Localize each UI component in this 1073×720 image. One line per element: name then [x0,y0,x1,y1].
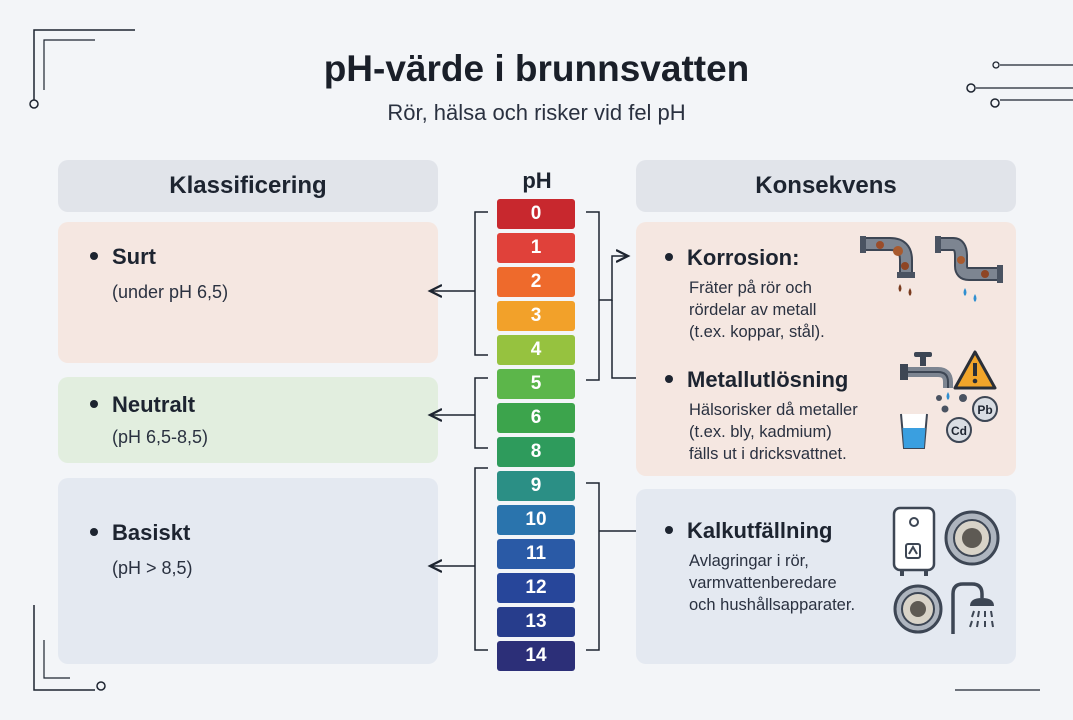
ph-cell: 6 [497,403,575,433]
water-glass-icon [898,410,930,450]
desc-line: varmvattenberedare [689,574,837,592]
class-name: Neutralt [112,392,196,417]
desc-line: och hushållsapparater. [689,596,856,614]
ph-scale-label: pH [522,168,552,193]
consequence-header: Konsekvens [636,160,1016,212]
shower-icon [948,580,998,636]
ph-cell: 11 [497,539,575,569]
water-heater-icon [892,506,936,578]
metal-ions-icon [930,392,1002,446]
class-range-basic: (pH > 8,5) [112,558,193,578]
class-name: Basiskt [112,520,191,545]
class-title-basic [90,520,190,546]
warning-icon [952,349,998,391]
desc-line: (t.ex. bly, kadmium) [689,423,832,441]
leaking-pipe-icon [935,236,1005,308]
ph-cell: 2 [497,267,575,297]
ph-cell: 8 [497,437,575,467]
corroded-pipe-icon [860,236,930,306]
classification-header: Klassificering [58,160,438,212]
ph-cell: 13 [497,607,575,637]
ph-scale [497,199,577,665]
ph-cell: 4 [497,335,575,365]
desc-line: Hälsorisker då metaller [689,401,858,419]
consequence-title-corrosion [665,245,799,271]
consequence-title: Kalkutfällning [687,518,833,543]
ph-cell: 9 [497,471,575,501]
class-range-neutral: (pH 6,5-8,5) [112,427,209,447]
bullet-dot [90,252,98,260]
desc-line: Fräter på rör och [689,279,812,297]
ph-cell: 12 [497,573,575,603]
ph-cell: 5 [497,369,575,399]
bullet-dot [665,253,673,261]
consequence-title: Metallutlösning [687,367,849,392]
class-box-neutral [58,377,438,463]
lead-label: Pb [977,403,993,417]
ph-cell: 14 [497,641,575,671]
class-title-neutral [90,392,195,418]
class-range-acidic: (under pH 6,5) [112,282,229,302]
ph-cell: 0 [497,199,575,229]
class-title-acidic [90,244,156,270]
scaled-pipe-icon [892,583,944,635]
desc-line: fälls ut i dricksvattnet. [689,445,847,463]
cadmium-label: Cd [951,424,967,438]
desc-line: rördelar av metall [689,301,817,319]
page-title: pH-värde i brunnsvatten [323,48,750,89]
desc-line: Avlagringar i rör, [689,552,809,570]
ph-cell: 3 [497,301,575,331]
bullet-dot [90,528,98,536]
consequence-title: Korrosion: [687,245,800,270]
bullet-dot [665,526,673,534]
consequence-desc-corrosion [689,277,825,343]
corner-decoration-bottom-right [950,675,1073,705]
class-name: Surt [112,244,156,269]
scaled-pipe-icon [943,509,1001,567]
page-subtitle: Rör, hälsa och risker vid fel pH [387,100,686,125]
class-box-acidic [58,222,438,363]
bullet-dot [90,400,98,408]
bullet-dot [665,375,673,383]
ph-cell: 10 [497,505,575,535]
class-box-basic [58,478,438,664]
consequence-title-metal-leaching [665,367,848,393]
consequence-desc-limescale [689,550,855,616]
consequence-title-limescale [665,518,832,544]
consequence-desc-metal-leaching [689,399,858,465]
ph-cell: 1 [497,233,575,263]
desc-line: (t.ex. koppar, stål). [689,323,825,341]
